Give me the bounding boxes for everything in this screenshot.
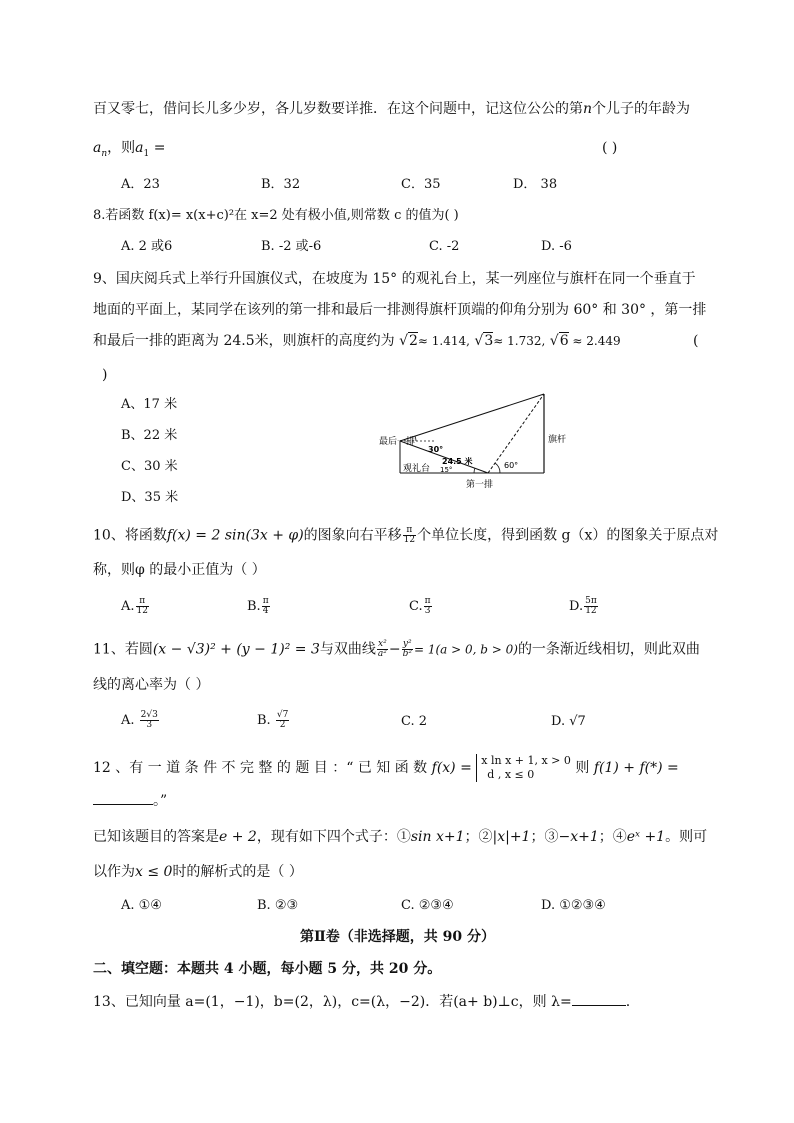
q7-sub-1: 1 [143,148,150,159]
q9-line3-text: 和最后一排的距离为 24.5米，则旗杆的高度约为 [93,333,395,349]
q13-blank[interactable] [572,991,626,1006]
q9-value2: ≈ 1.732, [493,334,546,348]
q11-option-d[interactable] [551,713,586,731]
q12-sep4: ；④ [598,829,627,845]
q9-paren-close: ) [102,367,108,383]
q11-option-b-num: √7 [276,710,289,720]
q9-option-d[interactable]: D、35 米 [121,490,179,505]
q10-option-c[interactable] [409,597,433,616]
q11-option-a[interactable] [121,711,160,730]
q8-option-b[interactable]: B. -2 或-6 [261,239,322,254]
q10-option-b[interactable] [247,597,271,616]
figure-label-pole: 旗杆 [548,435,567,445]
q11-option-a-den: 3 [146,720,153,730]
q12-line1 [93,754,679,782]
q9-line2: 地面的平面上，某同学在该列的第一排和最后一排测得旗杆顶端的仰角分别为 60° 和 30° ，第一排 [93,302,707,318]
q12-sep2: ；② [464,829,493,845]
q10-option-d-fraction [584,597,598,616]
q10-option-b-num: π [262,596,269,606]
q10-option-c-num: π [424,596,431,606]
q9-sqrt3-radicand: 3 [484,333,494,349]
q10-option-d[interactable] [569,597,599,616]
q11-mid: 与双曲线 [319,641,376,658]
figure-label-last-row: 最后一排 [379,437,416,447]
q12-case2: d , x ≤ 0 [487,768,535,781]
q7-paren: ( ) [602,140,618,156]
q10-option-c-label: C. [409,599,423,614]
q12-case1: x ln x + 1, x > 0 [481,754,571,767]
q11-prefix: 11、若圆 [93,641,153,658]
q8-option-a[interactable]: A. 2 或6 [121,239,173,254]
q9-sqrt2-radicand: 2 [409,333,418,349]
q12-blank[interactable] [93,790,153,805]
q11-option-c[interactable] [401,713,427,731]
figure-label-first-row: 第一排 [466,480,494,490]
figure-label-stand: 观礼台 [403,464,431,474]
figure-label-angle60: 60° [504,461,519,470]
q12-option-c[interactable]: C. ②③④ [401,898,454,913]
q11-line1 [93,640,700,659]
q7-line1 [93,100,690,118]
q7-line2 [93,139,165,163]
q11-option-a-num: 2√3 [140,710,158,720]
q12-line3 [93,828,707,846]
q8-stem: 8.若函数 f(x)= x(x+c)²在 x=2 处有极小值,则常数 c 的值为( ) [93,208,459,223]
q12-stem: 12 、有 一 道 条 件 不 完 整 的 题 目 ：“ 已 知 函 数 [93,760,428,776]
q12-expr3: −x+1 [558,829,599,845]
q12-expr1: sin x+1 [410,829,465,845]
q11-option-c-text: 2 [418,714,428,729]
q12-line2 [93,790,167,810]
q10-prefix: 10、将函数 [93,527,167,544]
q12-line3-rest: ，现有如下四个式子：① [256,829,411,845]
q11-option-c-label: C. [401,714,415,729]
q11-option-a-label: A. [121,713,135,728]
q12-sep3: ；③ [530,829,559,845]
q10-option-a-den: 12 [136,606,148,616]
q11-frac-x [377,640,388,659]
q10-option-a-label: A. [121,599,135,614]
q11-option-d-text: √7 [569,714,586,729]
q11-ha: a² [377,649,387,659]
q10-option-c-den: 3 [424,606,431,616]
q7-var-an: a [93,140,102,156]
q9-line1: 9、国庆阅兵式上举行升国旗仪式，在坡度为 15° 的观礼台上，某一列座位与旗杆在同一个垂直于 [93,271,696,287]
q10-option-b-den: 4 [262,606,269,616]
q10-option-d-num: 5π [585,596,597,606]
q12-expr4: eˣ +1 [626,829,666,845]
q9-option-b[interactable]: B、22 米 [121,428,178,443]
q10-option-a-num: π [136,597,149,607]
figure-arc-15 [474,468,475,473]
q13-end: . [625,994,631,1010]
q8-option-c[interactable]: C. -2 [429,239,460,254]
q12-line4-b: 时的解析式的是（ ） [172,864,303,880]
figure-arc-30 [415,436,416,441]
q10-shift-den: 12 [403,535,416,545]
q11-frac-y [402,640,413,659]
q10-option-b-fraction [262,597,270,616]
figure-label-15: 15° [440,466,453,474]
q7-option-d[interactable]: D． 38 [513,177,558,192]
q10-option-d-label: D. [569,599,584,614]
q12-expr2: |x|+1 [492,829,531,845]
q10-option-d-den: 12 [585,606,597,616]
q10-option-a-fraction [136,597,149,616]
q12-line4-a: 以作为 [93,864,135,880]
q10-function: f(x) = 2 sin(3x + φ) [166,527,304,544]
q12-answer: e + 2 [219,829,257,845]
q11-circle: (x − √3)² + (y − 1)² = 3 [152,641,320,658]
q9-value3: ≈ 2.449 [568,334,621,348]
section2-heading: 二、填空题：本题共 4 小题，每小题 5 分，共 20 分。 [93,961,442,977]
q9-sqrt2: √2 [399,333,418,349]
q11-option-b[interactable] [257,711,290,730]
flagpole-diagram [370,386,570,492]
q12-line4-math: x ≤ 0 [135,864,173,880]
q12-then: 则 [575,760,590,776]
q12-fx: f(x) = [431,760,472,776]
figure-arc-60 [495,463,500,473]
q11-option-d-label: D. [551,714,566,729]
q7-then: ，则 [107,140,136,156]
section2-title: 第Ⅱ卷（非选择题，共 90 分） [300,929,496,945]
figure-label-dist: 24.5 米 [442,457,473,466]
q10-option-a[interactable] [121,597,150,616]
q7-var-a: a [135,140,144,156]
q11-hy: y² [402,639,412,649]
q10-mid: 的图象向右平移 [303,527,402,544]
q9-option-a[interactable]: A、17 米 [121,397,178,412]
figure-label-angle30: 30° [428,445,444,454]
q10-line1 [93,526,718,545]
q8-option-d[interactable]: D. -6 [541,239,572,254]
q11-cond: = 1(a > 0, b > 0) [413,642,518,657]
q11-line2: 线的离心率为（ ） [93,677,210,693]
q11-option-a-fraction [140,711,159,730]
q10-mid2: 个单位长度，得到函数 g（x）的图象关于原点对 [417,527,719,544]
q11-hb: b² [402,649,412,659]
q11-end: 的一条渐近线相切，则此双曲 [517,641,700,658]
q12-line2-end: 。” [153,793,168,809]
q9-sqrt3: √3 [474,333,494,349]
q9-sqrt6-radicand: 6 [559,333,569,349]
q7-sub-n: n [101,148,108,159]
q12-expr: f(1) + f(*) = [593,760,679,776]
q7-option-c[interactable]: C．35 [401,177,441,192]
q11-hx: x² [378,639,387,649]
q12-option-a[interactable]: A. ①④ [121,898,162,913]
q9-option-c[interactable]: C、30 米 [121,459,178,474]
q11-option-b-label: B. [257,713,271,728]
q12-piecewise [476,754,571,782]
q9-paren-open: ( [693,333,699,349]
q12-option-b[interactable]: B. ②③ [257,898,299,913]
q9-line3 [93,332,621,350]
q12-line3-text: 已知该题目的答案是 [93,829,219,845]
q7-option-a[interactable]: A．23 [121,177,160,192]
q11-option-b-den: 2 [279,720,286,730]
q11-hminus: − [388,641,401,658]
q10-option-c-fraction [424,597,432,616]
q7-option-b[interactable]: B．32 [261,177,301,192]
q7-text: 百又零七，借问长儿多少岁，各儿岁数要详推．在这个问题中，记这位公公的第 [93,101,583,117]
q7-text-end: 个儿子的年龄为 [592,101,691,117]
q10-shift-num: π [403,526,416,536]
q13-stem: 13、已知向量 a=(1，−1)，b=(2，λ)，c=(λ，−2)．若(a+ b)⊥c，则 λ= [93,994,572,1010]
q12-option-d[interactable]: D. ①②③④ [541,898,606,913]
figure-line-of-sight-30 [400,394,544,441]
q7-eq: = [149,140,166,156]
q11-option-b-fraction [276,711,289,730]
q12-line3-end: 。则可 [665,829,708,845]
q7-var-n: n [583,101,593,117]
q12-line4 [93,863,303,881]
q9-sqrt6: √6 [549,333,569,349]
q10-line2: 称，则φ 的最小正值为（ ） [93,562,266,578]
q10-option-b-label: B. [247,599,261,614]
q13-line [93,991,630,1011]
q10-shift-fraction [403,526,416,545]
q9-value1: ≈ 1.414, [417,334,470,348]
